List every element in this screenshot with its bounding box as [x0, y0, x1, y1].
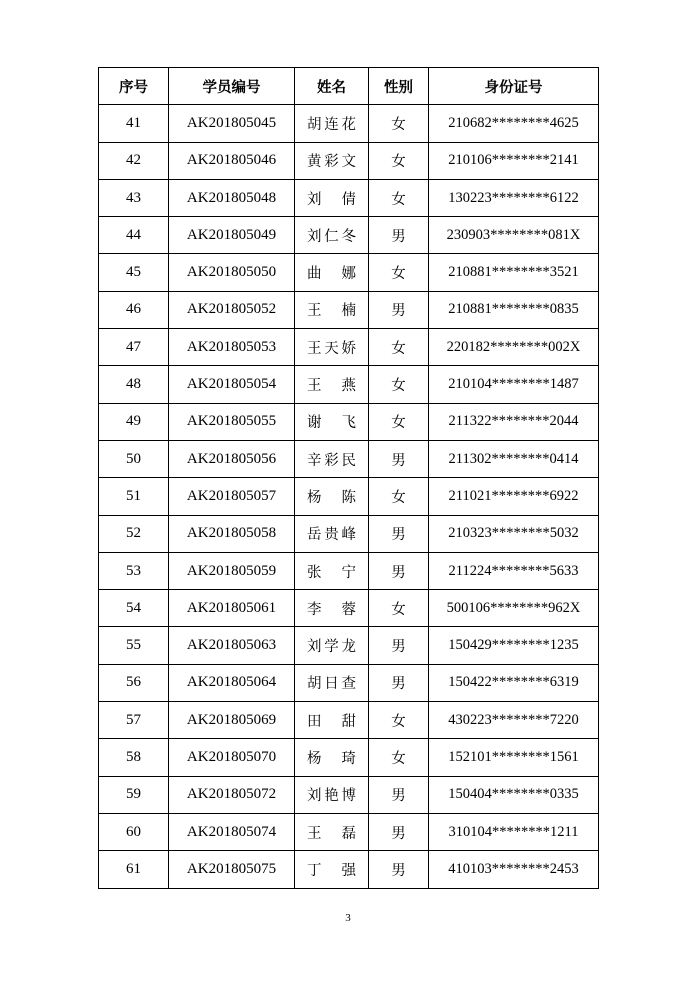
student-id-cell: AK201805052	[169, 291, 295, 328]
gender-cell: 女	[369, 739, 429, 776]
id-number-cell: 210682********4625	[429, 105, 599, 142]
id-number-cell: 150422********6319	[429, 664, 599, 701]
id-number-cell: 211224********5633	[429, 552, 599, 589]
id-number-cell: 500106********962X	[429, 590, 599, 627]
name-cell: 胡连花	[295, 105, 369, 142]
id-number-cell: 152101********1561	[429, 739, 599, 776]
name-cell: 王燕	[295, 366, 369, 403]
table-row	[99, 291, 599, 328]
student-id-cell: AK201805069	[169, 702, 295, 739]
table-row	[99, 179, 599, 216]
seq-cell: 49	[99, 403, 169, 440]
student-id-cell: AK201805072	[169, 776, 295, 813]
id-number-cell: 130223********6122	[429, 179, 599, 216]
id-number-cell: 150429********1235	[429, 627, 599, 664]
name-cell: 谢飞	[295, 403, 369, 440]
header-gender: 性别	[369, 68, 429, 105]
student-id-cell: AK201805053	[169, 329, 295, 366]
id-number-cell: 220182********002X	[429, 329, 599, 366]
id-number-cell: 211322********2044	[429, 403, 599, 440]
table-header-row	[99, 68, 599, 105]
student-id-cell: AK201805054	[169, 366, 295, 403]
table-row	[99, 478, 599, 515]
student-id-cell: AK201805075	[169, 851, 295, 888]
table-row	[99, 739, 599, 776]
seq-cell: 59	[99, 776, 169, 813]
header-name: 姓名	[295, 68, 369, 105]
seq-cell: 43	[99, 179, 169, 216]
gender-cell: 女	[369, 590, 429, 627]
gender-cell: 女	[369, 179, 429, 216]
id-number-cell: 210106********2141	[429, 142, 599, 179]
student-id-cell: AK201805050	[169, 254, 295, 291]
table-row	[99, 664, 599, 701]
name-cell: 辛彩民	[295, 440, 369, 477]
seq-cell: 45	[99, 254, 169, 291]
gender-cell: 男	[369, 440, 429, 477]
gender-cell: 女	[369, 105, 429, 142]
name-cell: 胡日查	[295, 664, 369, 701]
table-row	[99, 142, 599, 179]
table-row	[99, 105, 599, 142]
table-row	[99, 329, 599, 366]
page-number: 3	[345, 912, 351, 924]
table-body	[99, 105, 599, 888]
gender-cell: 男	[369, 664, 429, 701]
table-row	[99, 552, 599, 589]
table-row	[99, 627, 599, 664]
student-id-cell: AK201805046	[169, 142, 295, 179]
id-number-cell: 430223********7220	[429, 702, 599, 739]
seq-cell: 58	[99, 739, 169, 776]
gender-cell: 女	[369, 478, 429, 515]
gender-cell: 男	[369, 627, 429, 664]
id-number-cell: 410103********2453	[429, 851, 599, 888]
table-row	[99, 515, 599, 552]
table-row	[99, 403, 599, 440]
id-number-cell: 211021********6922	[429, 478, 599, 515]
name-cell: 王楠	[295, 291, 369, 328]
gender-cell: 女	[369, 254, 429, 291]
seq-cell: 42	[99, 142, 169, 179]
seq-cell: 48	[99, 366, 169, 403]
name-cell: 岳贵峰	[295, 515, 369, 552]
seq-cell: 61	[99, 851, 169, 888]
student-id-cell: AK201805063	[169, 627, 295, 664]
seq-cell: 46	[99, 291, 169, 328]
seq-cell: 47	[99, 329, 169, 366]
name-cell: 刘学龙	[295, 627, 369, 664]
student-id-cell: AK201805064	[169, 664, 295, 701]
seq-cell: 52	[99, 515, 169, 552]
gender-cell: 男	[369, 515, 429, 552]
student-id-cell: AK201805045	[169, 105, 295, 142]
gender-cell: 女	[369, 366, 429, 403]
table-row	[99, 366, 599, 403]
name-cell: 刘倩	[295, 179, 369, 216]
id-number-cell: 210881********0835	[429, 291, 599, 328]
id-number-cell: 310104********1211	[429, 813, 599, 850]
student-id-cell: AK201805056	[169, 440, 295, 477]
table-row	[99, 217, 599, 254]
header-seq: 序号	[99, 68, 169, 105]
gender-cell: 男	[369, 776, 429, 813]
student-roster-table	[98, 67, 599, 889]
student-id-cell: AK201805055	[169, 403, 295, 440]
gender-cell: 女	[369, 403, 429, 440]
table-row	[99, 440, 599, 477]
seq-cell: 51	[99, 478, 169, 515]
gender-cell: 男	[369, 291, 429, 328]
student-id-cell: AK201805049	[169, 217, 295, 254]
name-cell: 李蓉	[295, 590, 369, 627]
seq-cell: 44	[99, 217, 169, 254]
student-id-cell: AK201805058	[169, 515, 295, 552]
seq-cell: 50	[99, 440, 169, 477]
id-number-cell: 211302********0414	[429, 440, 599, 477]
gender-cell: 男	[369, 813, 429, 850]
name-cell: 王磊	[295, 813, 369, 850]
table-row	[99, 776, 599, 813]
name-cell: 丁强	[295, 851, 369, 888]
name-cell: 王天娇	[295, 329, 369, 366]
gender-cell: 女	[369, 329, 429, 366]
header-id-number: 身份证号	[429, 68, 599, 105]
student-id-cell: AK201805061	[169, 590, 295, 627]
id-number-cell: 210323********5032	[429, 515, 599, 552]
id-number-cell: 210881********3521	[429, 254, 599, 291]
gender-cell: 女	[369, 702, 429, 739]
name-cell: 刘仁冬	[295, 217, 369, 254]
table-row	[99, 254, 599, 291]
table-row	[99, 590, 599, 627]
gender-cell: 女	[369, 142, 429, 179]
student-id-cell: AK201805074	[169, 813, 295, 850]
student-id-cell: AK201805048	[169, 179, 295, 216]
student-id-cell: AK201805059	[169, 552, 295, 589]
table-row	[99, 851, 599, 888]
gender-cell: 男	[369, 552, 429, 589]
seq-cell: 60	[99, 813, 169, 850]
name-cell: 田甜	[295, 702, 369, 739]
name-cell: 杨陈	[295, 478, 369, 515]
id-number-cell: 150404********0335	[429, 776, 599, 813]
seq-cell: 54	[99, 590, 169, 627]
name-cell: 张宁	[295, 552, 369, 589]
name-cell: 黄彩文	[295, 142, 369, 179]
student-id-cell: AK201805057	[169, 478, 295, 515]
seq-cell: 53	[99, 552, 169, 589]
id-number-cell: 210104********1487	[429, 366, 599, 403]
table-row	[99, 702, 599, 739]
seq-cell: 41	[99, 105, 169, 142]
table-row	[99, 813, 599, 850]
name-cell: 刘艳博	[295, 776, 369, 813]
id-number-cell: 230903********081X	[429, 217, 599, 254]
seq-cell: 55	[99, 627, 169, 664]
header-student-id: 学员编号	[169, 68, 295, 105]
name-cell: 曲娜	[295, 254, 369, 291]
student-id-cell: AK201805070	[169, 739, 295, 776]
seq-cell: 56	[99, 664, 169, 701]
gender-cell: 男	[369, 217, 429, 254]
name-cell: 杨琦	[295, 739, 369, 776]
gender-cell: 男	[369, 851, 429, 888]
seq-cell: 57	[99, 702, 169, 739]
